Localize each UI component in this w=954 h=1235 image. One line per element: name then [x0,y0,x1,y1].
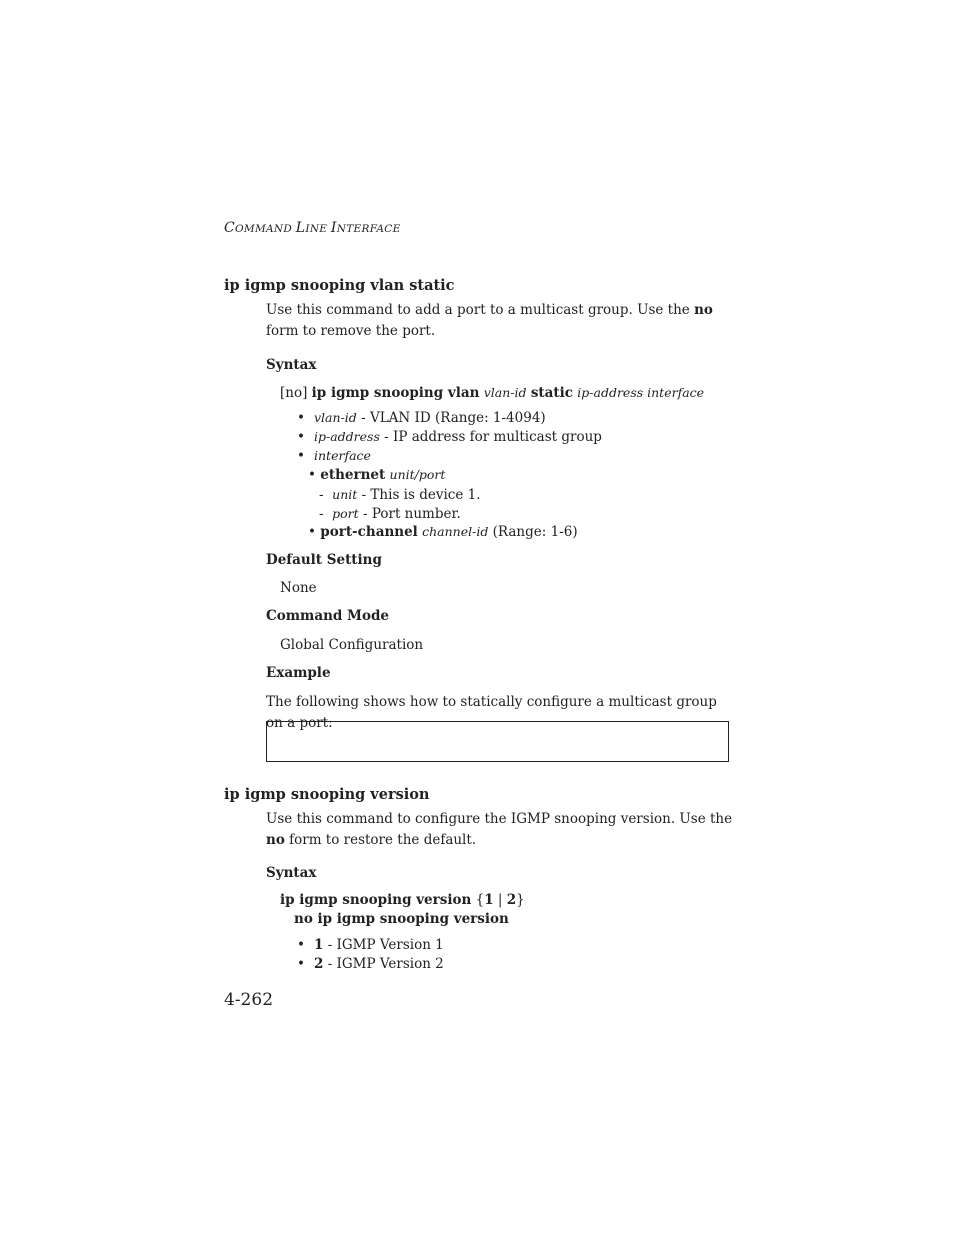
sub-param-item: • ethernet unit/port [308,467,446,483]
sub-sub-param-item: - port - Port number. [319,506,461,522]
param-item: • 2 - IGMP Version 2 [297,956,444,972]
default-setting-label: Default Setting [266,552,382,568]
default-setting-value: None [280,580,317,596]
running-head: COMMAND LINE INTERFACE [224,220,401,236]
syntax-line: ip igmp snooping version {1 | 2} [280,892,525,908]
command-mode-label: Command Mode [266,608,389,624]
command-description: Use this command to add a port to a multicast group. Use the no form to remove the port. [266,302,713,339]
sub-sub-param-item: - unit - This is device 1. [319,487,481,503]
syntax-line-no-form: no ip igmp snooping version [294,911,509,927]
syntax-label: Syntax [266,865,317,881]
param-item: • ip-address - IP address for multicast group [297,429,602,445]
syntax-line: [no] ip igmp snooping vlan vlan-id static ip-address interface [280,385,705,401]
page-number: 4-262 [224,990,274,1010]
param-item: • vlan-id - VLAN ID (Range: 1-4094) [297,410,546,426]
command-description: Use this command to configure the IGMP snooping version. Use the no form to restore the default. [266,811,733,848]
command-title: ip igmp snooping version [224,786,430,803]
example-text: The following shows how to statically configure a multicast group on a port: [266,694,717,731]
param-item: • interface [297,448,371,464]
command-title: ip igmp snooping vlan static [224,277,455,294]
command-mode-value: Global Configuration [280,637,424,653]
example-code-box [266,721,729,762]
example-label: Example [266,665,331,681]
param-item: • 1 - IGMP Version 1 [297,937,444,953]
syntax-label: Syntax [266,357,317,373]
sub-param-item: • port-channel channel-id (Range: 1-6) [308,524,578,540]
